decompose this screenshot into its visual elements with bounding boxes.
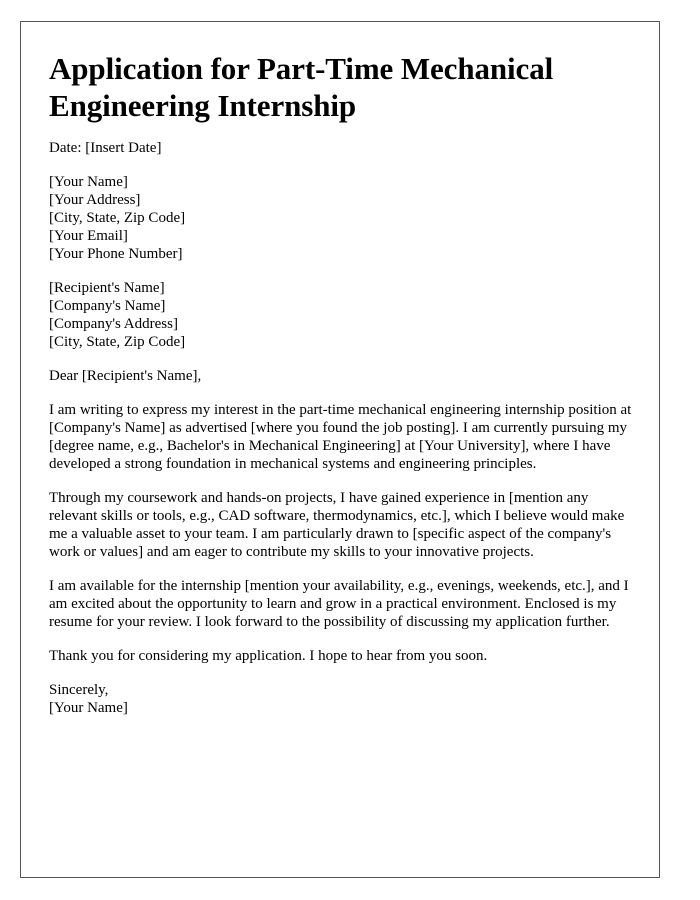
closing-block — [49, 681, 639, 717]
recipient-block — [49, 279, 639, 351]
date-line: Date: [Insert Date] — [49, 140, 162, 156]
sender-email: [Your Email] — [49, 228, 128, 244]
recipient-city-state-zip: [City, State, Zip Code] — [49, 334, 186, 350]
sender-phone: [Your Phone Number] — [49, 246, 183, 262]
body-paragraph-4: Thank you for considering my application. I hope to hear from you soon. — [49, 648, 488, 664]
salutation: Dear [Recipient's Name], — [49, 368, 202, 384]
sender-city-state-zip: [City, State, Zip Code] — [49, 210, 186, 226]
date-block — [49, 139, 639, 157]
body-paragraph-1: I am writing to express my interest in the part-time mechanical engineering internship position at [Company's Name] as advertised [where you found the job posting]. I am currently pursuing my [degree name, e.g., Bachelor's in Mechanical Engineering] at [Your University], where I have developed a strong foundation in mechanical systems and engineering principles. — [49, 402, 632, 472]
letter-page — [20, 21, 660, 878]
recipient-name: [Recipient's Name] — [49, 280, 165, 296]
sender-address: [Your Address] — [49, 192, 141, 208]
letter-title: Application for Part-Time Mechanical Engineering Internship — [49, 51, 554, 123]
body-paragraph-2: Through my coursework and hands-on projects, I have gained experience in [mention any relevant skills or tools, e.g., CAD software, thermodynamics, etc.], which I believe would make me a valuable asset to your team. I am particularly drawn to [specific aspect of the company's work or values] and am eager to contribute my skills to your innovative projects. — [49, 490, 625, 560]
recipient-company-address: [Company's Address] — [49, 316, 178, 332]
signature: [Your Name] — [49, 700, 128, 716]
letter-content — [49, 50, 639, 733]
closing: Sincerely, — [49, 682, 109, 698]
salutation-block — [49, 367, 639, 385]
recipient-company: [Company's Name] — [49, 298, 166, 314]
body-paragraph-3: I am available for the internship [mention your availability, e.g., evenings, weekends, etc.], and I am excited about the opportunity to learn and grow in a practical environment. Enclosed is my resume for your review. I look forward to the possibility of discussing my application further. — [49, 578, 629, 630]
sender-block — [49, 173, 639, 263]
sender-name: [Your Name] — [49, 174, 128, 190]
